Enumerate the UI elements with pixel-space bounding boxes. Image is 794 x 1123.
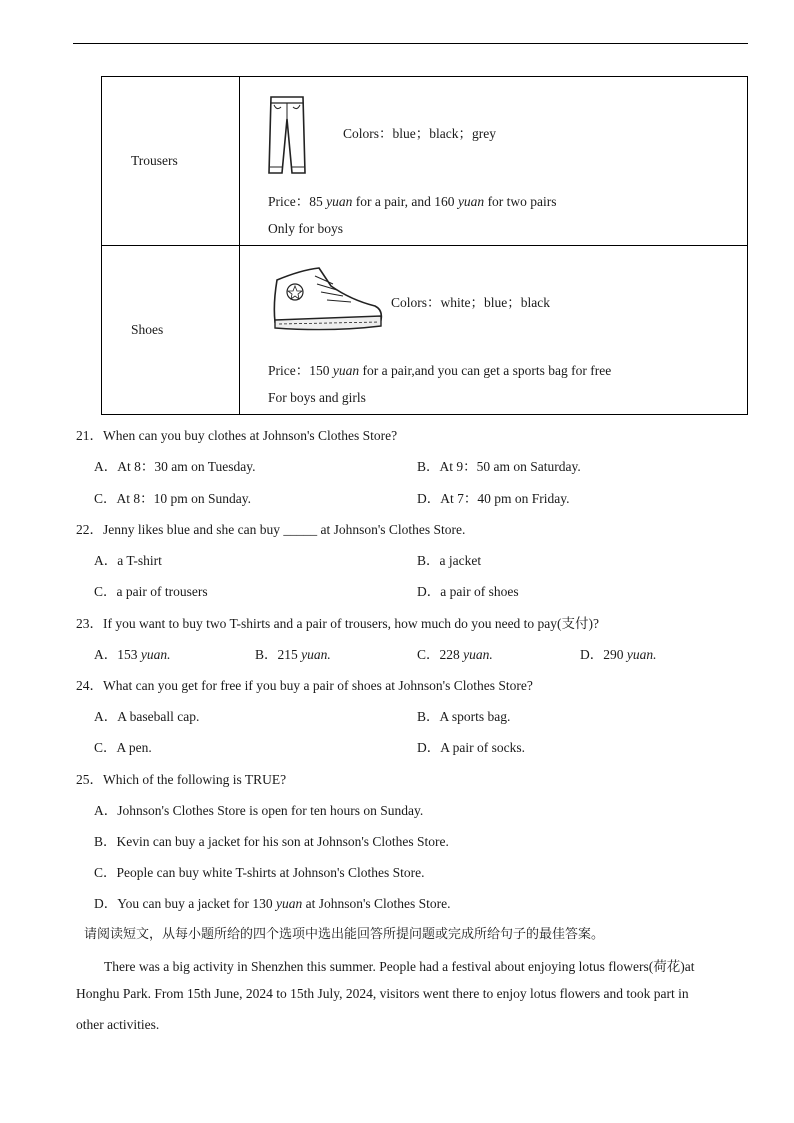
- product-name-cell: [102, 77, 240, 246]
- product-table: [101, 76, 748, 415]
- option-25-b: B．Kevin can buy a jacket for his son at Johnson's Clothes Store.: [94, 834, 449, 849]
- option-21-c: C．At 8：10 pm on Sunday.: [94, 491, 252, 506]
- option-25-d: D．You can buy a jacket for 130 yuan at Johnson's Clothes Store.: [94, 896, 451, 911]
- option-24-b: B．A sports bag.: [417, 709, 511, 724]
- shoes-note: For boys and girls: [268, 390, 366, 405]
- trousers-icon: [267, 93, 307, 175]
- sneaker-icon: [271, 264, 384, 332]
- option-21-b: B．At 9：50 am on Saturday.: [417, 459, 581, 474]
- option-23-c: C．228 yuan.: [417, 647, 493, 662]
- trousers-note: Only for boys: [268, 221, 343, 236]
- passage-line-2: Honghu Park. From 15th June, 2024 to 15th July, 2024, visitors went there to enjoy lotus flowers and took part in: [76, 986, 689, 1001]
- passage-line-1: There was a big activity in Shenzhen this summer. People had a festival about enjoying lotus flowers(荷花)at: [104, 959, 695, 974]
- passage-line-3: other activities.: [76, 1017, 160, 1032]
- question-24-stem: 24．What can you get for free if you buy a pair of shoes at Johnson's Clothes Store?: [76, 678, 533, 693]
- header-rule: [73, 43, 748, 44]
- trousers-colors: Colors：blue；black；grey: [343, 126, 496, 141]
- option-23-d: D．290 yuan.: [580, 647, 657, 662]
- product-detail-cell: [240, 77, 748, 246]
- product-detail-cell: [240, 246, 748, 415]
- question-21-stem: 21．When can you buy clothes at Johnson's Clothes Store?: [76, 428, 398, 443]
- option-25-a: A．Johnson's Clothes Store is open for ten hours on Sunday.: [94, 803, 424, 818]
- section-instruction: 请阅读短文，从每小题所给的四个选项中选出能回答所提问题或完成所给句子的最佳答案。: [84, 927, 605, 942]
- option-21-d: D．At 7：40 pm on Friday.: [417, 491, 570, 506]
- option-23-b: B．215 yuan.: [255, 647, 331, 662]
- question-25-stem: 25．Which of the following is TRUE?: [76, 772, 287, 787]
- product-name-cell: [102, 246, 240, 415]
- product-name: Shoes: [131, 322, 164, 337]
- shoes-price: Price：150 yuan for a pair,and you can get a sports bag for free: [268, 363, 612, 378]
- trousers-price: Price：85 yuan for a pair, and 160 yuan for two pairs: [268, 194, 557, 209]
- option-22-d: D．a pair of shoes: [417, 584, 519, 599]
- table-row-trousers: [102, 77, 748, 246]
- shoes-colors: Colors：white；blue；black: [391, 295, 550, 310]
- option-21-a: A．At 8：30 am on Tuesday.: [94, 459, 256, 474]
- option-22-a: A．a T-shirt: [94, 553, 162, 568]
- table-row-shoes: [102, 246, 748, 415]
- option-25-c: C．People can buy white T-shirts at Johnson's Clothes Store.: [94, 865, 425, 880]
- option-24-d: D．A pair of socks.: [417, 740, 525, 755]
- product-name: Trousers: [131, 153, 178, 168]
- option-24-c: C．A pen.: [94, 740, 152, 755]
- option-23-a: A．153 yuan.: [94, 647, 171, 662]
- option-24-a: A．A baseball cap.: [94, 709, 200, 724]
- question-22-stem: 22．Jenny likes blue and she can buy _____ at Johnson's Clothes Store.: [76, 522, 466, 537]
- option-22-b: B．a jacket: [417, 553, 482, 568]
- question-23-stem: 23．If you want to buy two T-shirts and a pair of trousers, how much do you need to pay(支付)?: [76, 616, 600, 631]
- option-22-c: C．a pair of trousers: [94, 584, 208, 599]
